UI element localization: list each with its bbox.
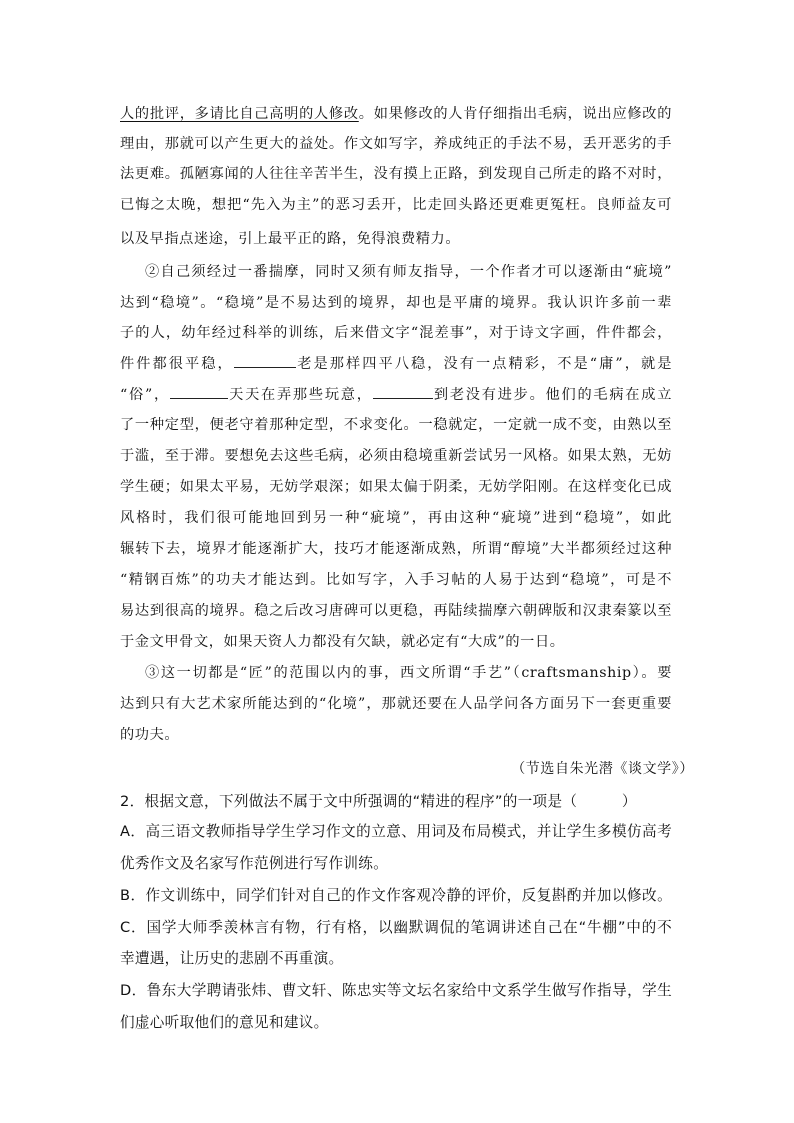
fill-blank-1: [234, 355, 296, 368]
p1-line-2: 理由，那就可以产生更大的益处。作文如写字，养成纯正的手法不易，丢开恶劣的手: [120, 136, 672, 152]
p3-line-2: 达到只有大艺术家所能达到的“化境”，那就还要在人品学问各方面另下一套更重要: [120, 696, 672, 712]
p1-line-5: 以及早指点迷途，引上最平正的路，免得浪费精力。: [120, 231, 461, 247]
underlined-phrase: 人的批评，多请比自己高明的人修改: [120, 106, 359, 122]
option-a-line-1: A．高三语文教师指导学生学习作文的立意、用词及布局模式，并让学生多模仿高考: [120, 823, 672, 840]
p2-line-7: 于滥，至于滞。要想免去这些毛病，必须由稳境重新尝试另一风格。如果太熟，无妨: [120, 448, 672, 464]
p2-line-11: “精钢百炼”的功夫才能达到。比如写字，入手习帖的人易于达到“稳境”，可是不: [120, 572, 672, 588]
p2-line-2: 达到“稳境”。“稳境”是不易达到的境界，却也是平庸的境界。我认识许多前一辈: [120, 295, 672, 311]
option-c-line-1: C．国学大师季羡林言有物，行有格，以幽默调侃的笔调讲述自己在“牛棚”中的不: [120, 919, 672, 936]
option-a-line-2: 优秀作文及名家写作范例进行写作训练。: [120, 855, 389, 872]
fill-blank-3: [373, 386, 433, 399]
p2-line-6: 了一种定型，便老守着那种定型，不求变化。一稳就定，一定就一成不变，由熟以至: [120, 417, 672, 433]
p1-line-4: 已悔之太晚，想把“先入为主”的恶习丢开，比走回头路还更难更冤枉。良师益友可: [120, 197, 672, 213]
p2-line-8: 学生硬；如果太平易，无妨学艰深；如果太偏于阴柔，无妨学阳刚。在这样变化已成: [120, 479, 672, 495]
p2-line-9: 风格时，我们很可能地回到另一种“疵境”，再由这种“疵境”进到“稳境”，如此: [120, 510, 672, 526]
question-stem: 2．根据文意，下列做法不属于文中所强调的“精进的程序”的一项是（ ）: [120, 793, 637, 810]
fill-blank-2: [170, 386, 228, 399]
option-d-line-2: 们虚心听取他们的意见和建议。: [120, 1014, 329, 1031]
p1-line-3: 法更难。孤陋寡闻的人往往辛苦半生，没有摸上正路，到发现自己所走的路不对时，: [120, 166, 672, 182]
p3-line-1: ③这一切都是“匠”的范围以内的事，西文所谓“手艺”（craftsmanship）。要: [145, 665, 672, 681]
option-c-line-2: 幸遭遇，让历史的悲剧不再重演。: [120, 950, 344, 967]
p1-line-1: 人的批评，多请比自己高明的人修改。如果修改的人肯仔细指出毛病，说出应修改的: [120, 106, 672, 122]
p2-line-1: ②自己须经过一番揣摩，同时又须有师友指导，一个作者才可以逐渐由“疵境”: [145, 264, 672, 280]
p2-line-10: 辗转下去，境界才能逐渐扩大，技巧才能逐渐成熟，所谓“醇境”大半都须经过这种: [120, 541, 672, 557]
option-b-line-1: B．作文训练中，同学们针对自己的作文作客观冷静的评价，反复斟酌并加以修改。: [120, 887, 672, 904]
p2-line-3: 子的人，幼年经过科举的训练，后来借文字“混差事”，对于诗文字画，件件都会，: [120, 325, 672, 341]
p2-line-5: “俗”， 天天在弄那些玩意， 到老没有进步。他们的毛病在成立: [120, 387, 672, 403]
p2-line-13: 于金文甲骨文，如果天资人力都没有欠缺，就必定有“大成”的一日。: [120, 634, 565, 650]
p3-line-3: 的功夫。: [120, 727, 180, 743]
source-citation: （节选自朱光潜《谈文学》）: [511, 761, 694, 777]
option-d-line-1: D．鲁东大学聘请张炜、曹文轩、陈忠实等文坛名家给中文系学生做写作指导，学生: [120, 982, 672, 999]
p2-line-12: 易达到很高的境界。稳之后改习唐碑可以更稳，再陆续揣摩六朝碑版和汉隶秦篆以至: [120, 603, 672, 619]
p2-line-4: 件件都很平稳， 老是那样四平八稳，没有一点精彩，不是“庸”，就是: [120, 356, 672, 372]
